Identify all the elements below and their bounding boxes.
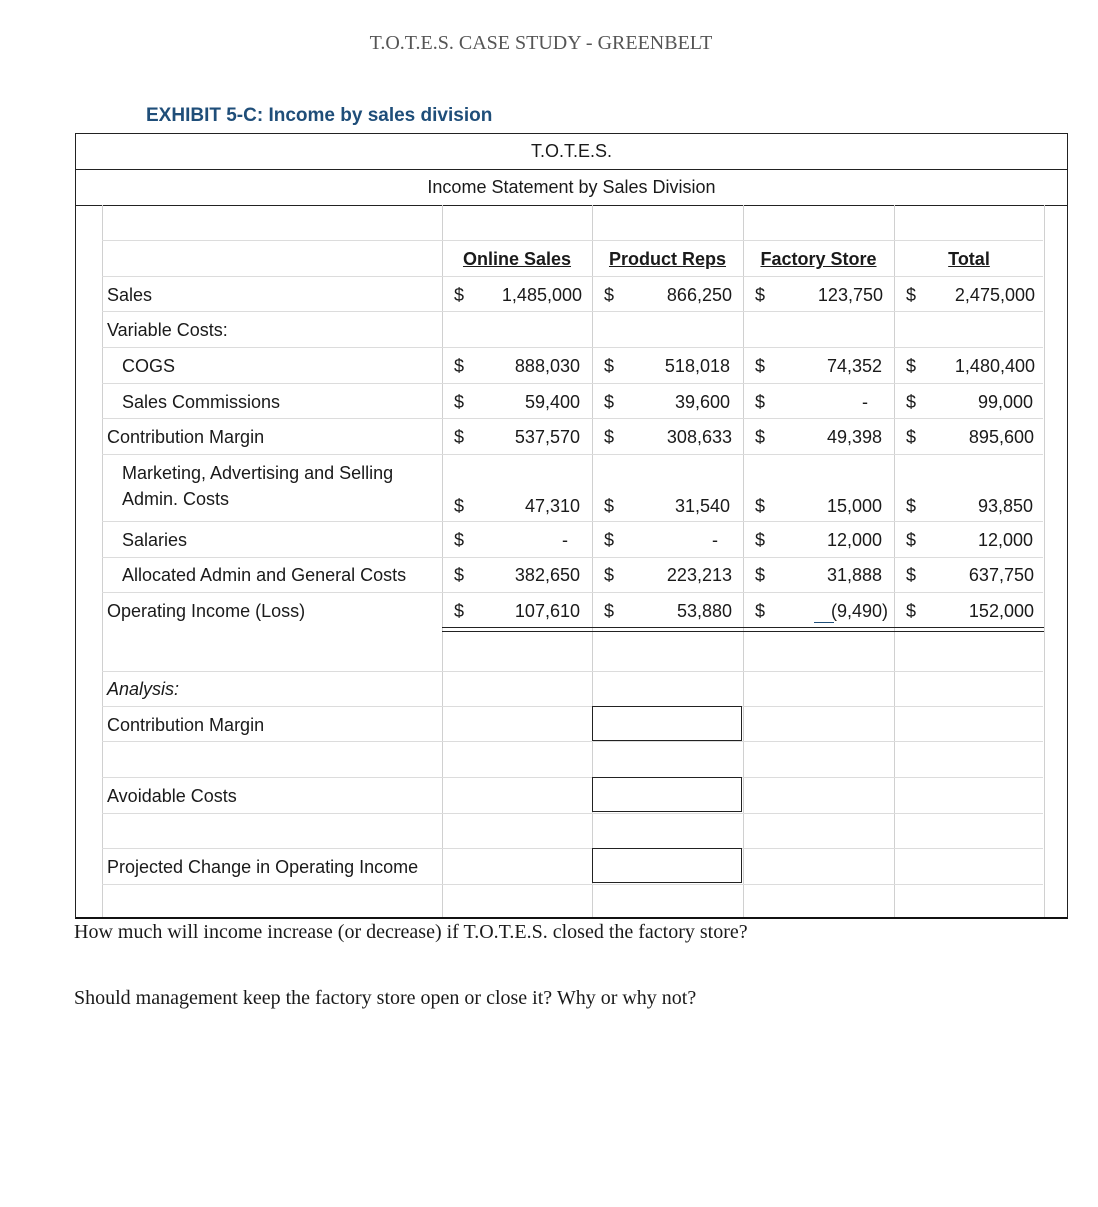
- row-label-variable-costs: Variable Costs:: [107, 320, 228, 340]
- currency-symbol: $: [755, 530, 766, 550]
- currency-symbol: $: [454, 530, 465, 550]
- document-title: T.O.T.E.S. CASE STUDY - GREENBELT: [369, 32, 713, 54]
- currency-symbol: $: [454, 565, 465, 585]
- currency-symbol: $: [906, 601, 917, 621]
- cell-marketing-online: 47,310: [524, 496, 580, 516]
- currency-symbol: $: [755, 285, 766, 305]
- col-header-online-sales: Online Sales: [462, 249, 572, 269]
- grid-line: [102, 276, 1043, 277]
- currency-symbol: $: [454, 427, 465, 447]
- grid-line: [102, 418, 1043, 419]
- row-label-salaries: Salaries: [122, 530, 188, 550]
- negative-underline: [814, 622, 834, 623]
- currency-symbol: $: [755, 392, 766, 412]
- currency-symbol: $: [755, 427, 766, 447]
- cell-oi-reps: 53,880: [676, 601, 732, 621]
- cell-cm-total: 895,600: [968, 427, 1034, 447]
- currency-symbol: $: [755, 565, 766, 585]
- cell-commissions-reps: 39,600: [674, 392, 730, 412]
- cell-cogs-factory: 74,352: [826, 356, 882, 376]
- contribution-margin-input-box[interactable]: [592, 706, 742, 741]
- cell-oi-factory: (9,490): [830, 601, 888, 621]
- cell-allocated-factory: 31,888: [826, 565, 882, 585]
- currency-symbol: $: [604, 392, 615, 412]
- analysis-avoidable-costs-label: Avoidable Costs: [107, 786, 237, 806]
- cell-cogs-online: 888,030: [514, 356, 580, 376]
- grid-line: [102, 671, 1043, 672]
- analysis-heading: Analysis:: [107, 679, 180, 699]
- grid-line: [102, 521, 1043, 522]
- cell-marketing-factory: 15,000: [826, 496, 882, 516]
- double-underline: [442, 627, 1044, 632]
- currency-symbol: $: [604, 496, 615, 516]
- row-label-sales: Sales: [107, 285, 153, 305]
- col-header-total: Total: [948, 249, 990, 269]
- row-label-contribution-margin: Contribution Margin: [107, 427, 265, 447]
- currency-symbol: $: [906, 427, 917, 447]
- currency-symbol: $: [604, 356, 615, 376]
- grid-line: [102, 848, 1043, 849]
- row-label-operating-income: Operating Income (Loss): [107, 601, 306, 621]
- currency-symbol: $: [755, 601, 766, 621]
- cell-sales-reps: 866,250: [666, 285, 732, 305]
- grid-line: [102, 240, 1043, 241]
- company-name: T.O.T.E.S.: [76, 134, 1067, 170]
- avoidable-costs-input-box[interactable]: [592, 777, 742, 812]
- currency-symbol: $: [454, 392, 465, 412]
- cell-allocated-total: 637,750: [968, 565, 1034, 585]
- grid-line: [102, 884, 1043, 885]
- col-header-product-reps: Product Reps: [608, 249, 727, 269]
- cell-cogs-total: 1,480,400: [954, 356, 1035, 376]
- grid-line: [102, 383, 1043, 384]
- cell-cm-online: 537,570: [514, 427, 580, 447]
- currency-symbol: $: [755, 356, 766, 376]
- exhibit-title: EXHIBIT 5-C: Income by sales division: [146, 105, 493, 126]
- row-label-sales-commissions: Sales Commissions: [122, 392, 281, 412]
- statement-title: Income Statement by Sales Division: [76, 169, 1067, 206]
- currency-symbol: $: [604, 601, 615, 621]
- cell-sales-total: 2,475,000: [954, 285, 1035, 305]
- cell-marketing-reps: 31,540: [674, 496, 730, 516]
- projected-change-input-box[interactable]: [592, 848, 742, 883]
- currency-symbol: $: [604, 427, 615, 447]
- currency-symbol: $: [454, 601, 465, 621]
- cell-sales-factory: 123,750: [817, 285, 883, 305]
- cell-cm-factory: 49,398: [826, 427, 882, 447]
- currency-symbol: $: [454, 496, 465, 516]
- row-label-marketing-line2: Admin. Costs: [122, 489, 230, 509]
- currency-symbol: $: [604, 530, 615, 550]
- analysis-contribution-margin-label: Contribution Margin: [107, 715, 265, 735]
- cell-cogs-reps: 518,018: [664, 356, 730, 376]
- row-label-marketing-line1: Marketing, Advertising and Selling: [122, 463, 394, 483]
- grid-line: [102, 813, 1043, 814]
- cell-salaries-reps-dash: -: [712, 530, 718, 550]
- currency-symbol: $: [604, 565, 615, 585]
- currency-symbol: $: [906, 496, 917, 516]
- cell-commissions-online: 59,400: [524, 392, 580, 412]
- grid-line: [102, 592, 1043, 593]
- cell-commissions-total: 99,000: [977, 392, 1033, 412]
- cell-salaries-online-dash: -: [562, 530, 568, 550]
- cell-oi-total: 152,000: [968, 601, 1034, 621]
- grid-line: [102, 741, 1043, 742]
- cell-commissions-factory-dash: -: [862, 392, 868, 412]
- cell-oi-online: 107,610: [514, 601, 580, 621]
- currency-symbol: $: [454, 356, 465, 376]
- analysis-projected-change-label: Projected Change in Operating Income: [107, 857, 419, 877]
- question-keep-or-close: Should management keep the factory store open or close it? Why or why not?: [74, 987, 697, 1009]
- grid-line: [102, 454, 1043, 455]
- currency-symbol: $: [906, 565, 917, 585]
- cell-salaries-total: 12,000: [977, 530, 1033, 550]
- currency-symbol: $: [906, 356, 917, 376]
- cell-allocated-online: 382,650: [514, 565, 580, 585]
- currency-symbol: $: [454, 285, 465, 305]
- row-label-cogs: COGS: [122, 356, 176, 376]
- currency-symbol: $: [906, 285, 917, 305]
- question-income-change: How much will income increase (or decrease) if T.O.T.E.S. closed the factory store?: [74, 921, 748, 943]
- currency-symbol: $: [906, 530, 917, 550]
- grid-line: [102, 706, 1043, 707]
- row-label-allocated-admin: Allocated Admin and General Costs: [122, 565, 407, 585]
- cell-cm-reps: 308,633: [666, 427, 732, 447]
- grid-line: [102, 557, 1043, 558]
- grid-line: [102, 347, 1043, 348]
- grid-line: [1044, 205, 1045, 917]
- grid-line: [102, 777, 1043, 778]
- currency-symbol: $: [755, 496, 766, 516]
- cell-salaries-factory: 12,000: [826, 530, 882, 550]
- cell-marketing-total: 93,850: [977, 496, 1033, 516]
- col-header-factory-store: Factory Store: [760, 249, 877, 269]
- currency-symbol: $: [604, 285, 615, 305]
- income-statement-table: [75, 133, 1068, 919]
- grid-line: [102, 311, 1043, 312]
- cell-sales-online: 1,485,000: [501, 285, 582, 305]
- currency-symbol: $: [906, 392, 917, 412]
- cell-allocated-reps: 223,213: [666, 565, 732, 585]
